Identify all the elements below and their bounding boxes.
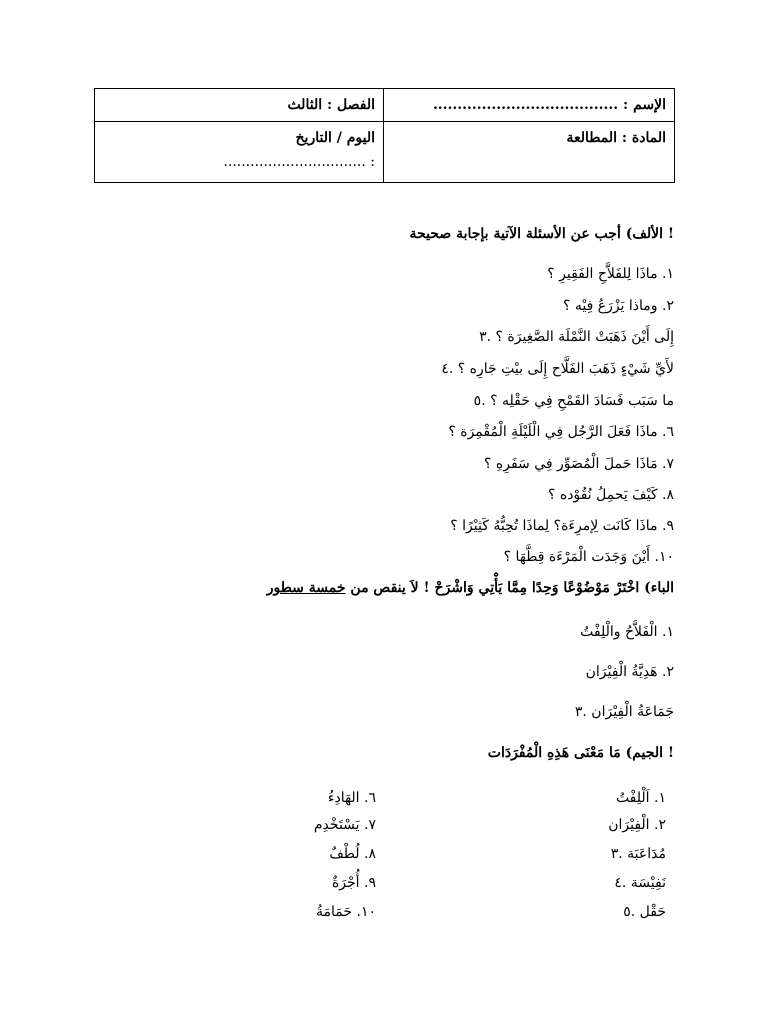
question-5: ما سَبَب فَسَادَ القَمْحِ فِي حَقْلِه ؟ .٥ bbox=[473, 393, 674, 409]
vocab-10: ١٠. حَمَامَةُ bbox=[316, 904, 376, 920]
subject-cell bbox=[384, 122, 675, 183]
question-7: ٧. مَاذَا حَملَ الْمُصَوِّر فِي سَفَرِهِ ؟ bbox=[484, 456, 674, 472]
question-1: ١. ماذَا لِلفَلاَّحِ الفَقِيرِ ؟ bbox=[547, 266, 674, 282]
vocab-9: ٩. أُجْرَةٌ bbox=[331, 875, 376, 891]
section-c-title: ! الجيم) مَا مَعْنَى هَذِهِ الْمُفْرَدَات bbox=[487, 745, 674, 761]
vocab-5: حَقْل .٥ bbox=[623, 904, 666, 920]
date-dots: : ................................ bbox=[223, 154, 375, 170]
vocab-3: مُدَاعَبَة .٣ bbox=[610, 846, 666, 862]
topic-3: جَمَاعَةُ الْفِيْرَان .٣ bbox=[574, 704, 674, 720]
section-b-title bbox=[267, 580, 674, 596]
vocab-2: ٢. الْفِيْرَان bbox=[608, 817, 666, 833]
vocab-7: ٧. يَسْتَخْدِم bbox=[313, 817, 376, 833]
vocab-8: ٨. لُطْفٌ bbox=[329, 846, 376, 862]
question-8: ٨. كَيْفَ يَحمِلُ نُقُوْده ؟ bbox=[547, 487, 674, 503]
name-label: الإسم : ...................................... bbox=[432, 97, 666, 113]
section-a-title: ! الألف) أجب عن الأسئلة الآتية بإجابة صحيحة bbox=[409, 226, 674, 242]
date-cell bbox=[95, 122, 384, 183]
question-9: ٩. ماذَا كَانَت لِإمرِءَة؟ لِماذَا تُحِبُّهُ كَثِيْرًا ؟ bbox=[450, 518, 674, 534]
vocab-1: ١. اَلْلِفْتُ bbox=[615, 790, 666, 806]
question-2: ٢. وماذا يَزْرَعُ فِيْه ؟ bbox=[562, 298, 674, 314]
date-label: اليوم / التاريخ bbox=[295, 130, 375, 146]
vocab-4: نَفِيْسَة .٤ bbox=[614, 875, 666, 891]
section-b-title-main: الباء) اخْتَرْ مَوْضُوْعًا وَحِدًا مِمَّا يَأْتِي وَاشْرَحْ ! لاَ ينقص من bbox=[350, 580, 674, 596]
student-info-table bbox=[94, 88, 675, 183]
question-10: ١٠. أَيْنَ وَجَدَت الْمَرْءَة قِطَّهَا ؟ bbox=[503, 549, 674, 565]
topic-2: ٢. هَدِيَّةُ الْفِيْرَان bbox=[585, 664, 674, 680]
subject-label: المادة : المطالعة bbox=[566, 130, 666, 146]
topic-1: ١. الْفَلاَّحُ والْلِفْتُ bbox=[580, 624, 674, 640]
question-6: ٦. ماذَا فَعَلَ الرَّجُل فِي الْلَيْلَةِ الْمُقْمِرَة ؟ bbox=[448, 424, 674, 440]
vocab-6: ٦. الهَادِءُ bbox=[327, 790, 376, 806]
section-b-title-underlined: خمسة سطور bbox=[266, 580, 346, 596]
class-cell bbox=[95, 89, 384, 122]
question-4: لأَيِّ شَيْءٍ ذَهَبَ الفَلَّاح إِلَى بيْتِ جَارِه ؟ .٤ bbox=[441, 361, 674, 377]
name-cell bbox=[384, 89, 675, 122]
question-3: إِلَى أَيْنَ ذَهَبَتْ النَّمْلَة الصَّغِيرَة ؟ .٣ bbox=[479, 329, 674, 345]
class-label: الفصل : الثالث bbox=[287, 97, 375, 113]
